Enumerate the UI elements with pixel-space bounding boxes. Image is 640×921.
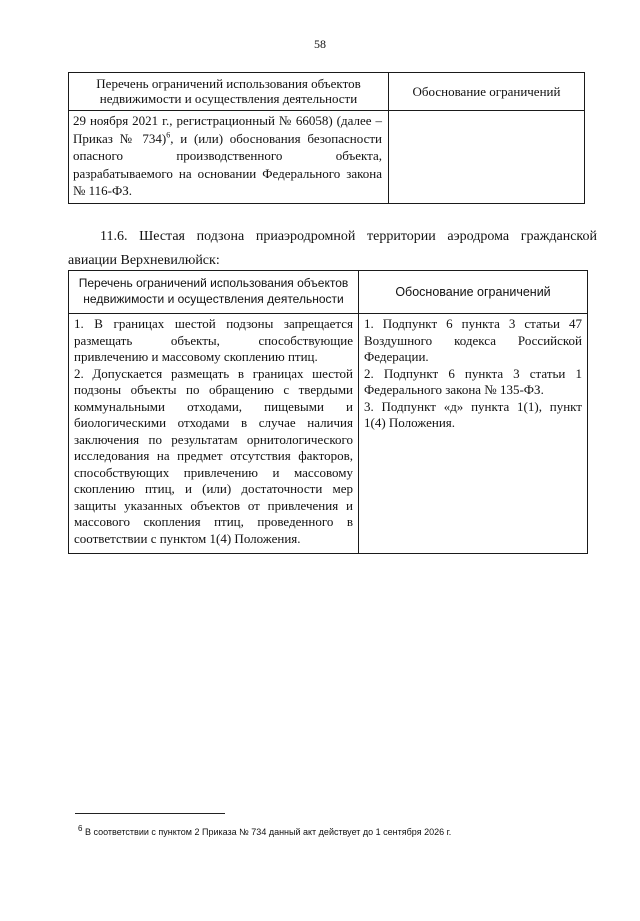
footnote-text: В соответствии с пунктом 2 Приказа № 734 данный акт действует до 1 сентября 2026 г. [84,827,452,837]
section-heading: 11.6. Шестая подзона приаэродромной территории аэродрома гражданской авиации Верхневилюйск: [68,229,597,268]
table-header-restrictions: Перечень ограничений использования объектов недвижимости и осуществления деятельности [69,73,389,111]
cell-text-continued: , и (или) обоснования безопасности опасного производственного объекта, разрабатываемого на основании Федерального закона № 116-ФЗ. [73,130,382,198]
footnote-divider [75,813,225,814]
justification-item: 3. Подпункт «д» пункта 1(1), пункт 1(4) Положения. [364,398,582,430]
restriction-item: 1. В границах шестой подзоны запрещается размещать объекты, способствующие привлечению и массовому скоплению птиц. [74,316,353,364]
cell-text: 29 ноября 2021 г., регистрационный № 66058) (далее – Приказ № 734) [73,113,382,146]
table-header-row [69,73,585,111]
table-header-justification: Обоснование ограничений [359,271,588,314]
table-header-restrictions: Перечень ограничений использования объектов недвижимости и осуществления деятельности [69,271,359,314]
table-row [69,111,585,204]
restriction-item: 2. Допускается размещать в границах шестой подзоны объекты по обращению с твердыми коммунальными отходами, пищевыми и биологическими отходами в случае наличия заключения по результатам орнитологического исследования на предмет отсутствия факторов, способствующих привлечению и массовому скоплению птиц, и (или) достаточности мер защиты указанных объектов от привлечения и массового скопления птиц, проведенного в соответствии с пунктом 1(4) Положения. [74,365,353,546]
table-header-justification: Обоснование ограничений [389,73,585,111]
footnote-marker: 6 [78,824,83,833]
justification-item: 1. Подпункт 6 пункта 3 статьи 47 Воздушного кодекса Российской Федерации. [364,316,582,364]
footnote [78,824,452,837]
footnote-reference: 6 [166,130,171,140]
table-row [69,314,588,554]
table-cell-restrictions [69,111,389,204]
justification-item: 2. Подпункт 6 пункта 3 статьи 1 Федерального закона № 135-ФЗ. [364,365,582,397]
table-header-row [69,271,588,314]
restrictions-table-continued [68,72,585,204]
restrictions-table-subzone-6 [68,270,588,554]
table-cell-justification [389,111,585,204]
table-cell-restrictions [69,314,359,554]
page-number: 58 [314,37,326,51]
table-cell-justification [359,314,588,554]
